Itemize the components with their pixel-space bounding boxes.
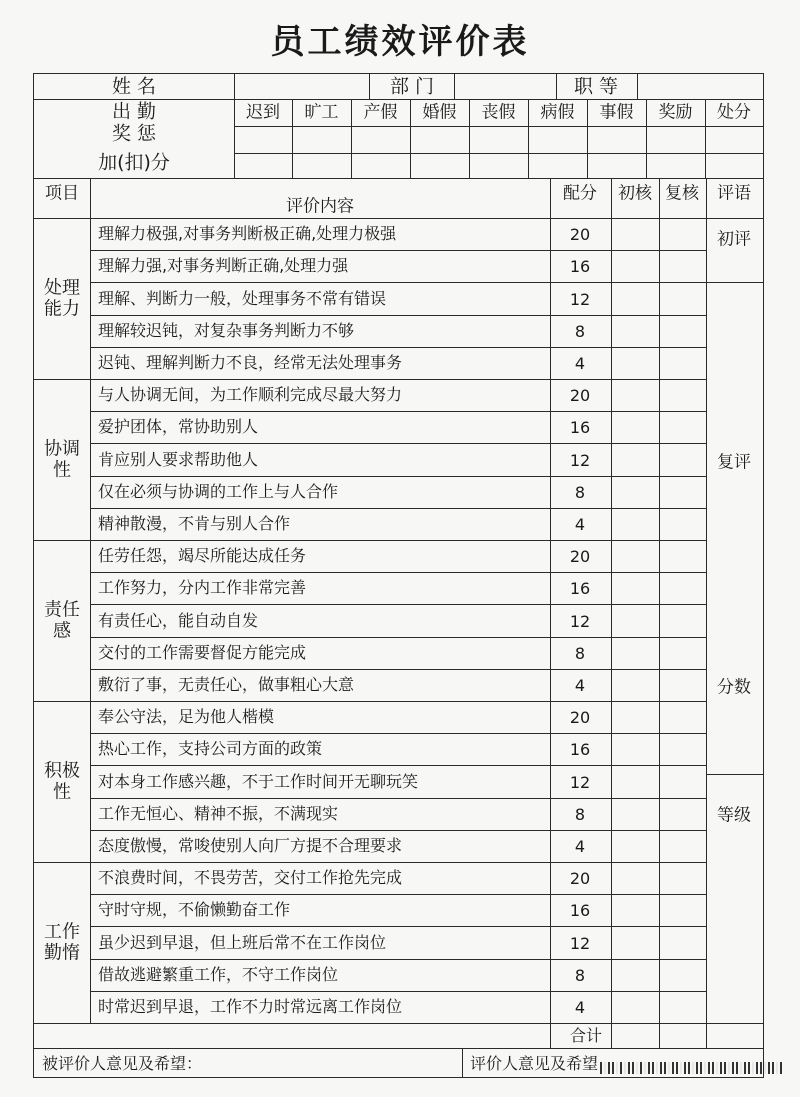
criteria-score: 8 bbox=[574, 804, 586, 824]
category-label: 协调 性 bbox=[44, 437, 80, 481]
category-label: 责任 感 bbox=[44, 598, 80, 642]
grid-line bbox=[706, 178, 707, 1048]
grid-line bbox=[34, 1048, 763, 1049]
criteria-score: 12 bbox=[569, 933, 591, 953]
grid-line bbox=[659, 178, 660, 1048]
category-label: 积极 性 bbox=[44, 759, 80, 803]
criteria-score: 4 bbox=[574, 675, 586, 695]
reward-penalty-label: 奖 惩 bbox=[111, 122, 157, 145]
criteria-score: 12 bbox=[569, 450, 591, 470]
comment-header: 评语 bbox=[717, 183, 751, 204]
grid-line bbox=[646, 99, 647, 178]
criteria-score: 8 bbox=[574, 965, 586, 985]
grid-line bbox=[90, 443, 706, 444]
grid-line bbox=[90, 991, 706, 992]
grid-line bbox=[90, 669, 706, 670]
criteria-text: 敷衍了事，无责任心，做事粗心大意 bbox=[98, 674, 355, 694]
grid-line bbox=[90, 604, 706, 605]
criteria-score: 16 bbox=[569, 418, 591, 438]
grid-line bbox=[34, 218, 763, 219]
score-label: 分数 bbox=[717, 677, 751, 698]
criteria-text: 迟钝、理解判断力不良，经常无法处理事务 bbox=[98, 352, 403, 372]
criteria-score: 4 bbox=[574, 836, 586, 856]
criteria-text: 奉公守法，足为他人楷模 bbox=[98, 707, 275, 727]
grid-line bbox=[90, 572, 706, 573]
criteria-score: 16 bbox=[569, 901, 591, 921]
criteria-text: 仅在必须与协调的工作上与人合作 bbox=[98, 481, 339, 501]
attendance-type-header: 产假 bbox=[363, 102, 398, 123]
content-header: 评价内容 bbox=[286, 196, 354, 217]
criteria-score: 20 bbox=[569, 547, 591, 567]
criteria-score: 8 bbox=[574, 482, 586, 502]
criteria-text: 态度傲慢，常唆使别人向厂方提不合理要求 bbox=[98, 835, 403, 855]
grid-line bbox=[234, 74, 235, 178]
grid-line bbox=[587, 99, 588, 178]
grid-line bbox=[34, 701, 706, 702]
grid-line bbox=[469, 99, 470, 178]
criteria-text: 借故逃避繁重工作，不守工作岗位 bbox=[98, 964, 339, 984]
grid-line bbox=[706, 282, 763, 283]
page-title: 员工绩效评价表 bbox=[270, 22, 530, 62]
evaluator-opinion-label: 评价人意见及希望 bbox=[470, 1054, 599, 1073]
watermark-bars bbox=[600, 1061, 782, 1075]
criteria-text: 工作努力，分内工作非常完善 bbox=[98, 578, 307, 598]
grid-line bbox=[34, 379, 706, 380]
grid-line bbox=[90, 250, 706, 251]
grid-line bbox=[90, 315, 706, 316]
grid-line bbox=[34, 540, 706, 541]
grid-line bbox=[706, 774, 763, 775]
grid-line bbox=[34, 1023, 706, 1024]
criteria-score: 16 bbox=[569, 257, 591, 277]
criteria-text: 热心工作，支持公司方面的政策 bbox=[98, 739, 323, 759]
grid-line bbox=[90, 476, 706, 477]
attendance-type-header: 婚假 bbox=[422, 102, 457, 123]
criteria-score: 20 bbox=[569, 708, 591, 728]
attendance-type-header: 事假 bbox=[599, 102, 634, 123]
criteria-text: 理解力极强,对事务判断极正确,处理力极强 bbox=[98, 224, 397, 244]
grid-line bbox=[90, 282, 706, 283]
grade-label: 等级 bbox=[717, 805, 751, 826]
criteria-text: 爱护团体，常协助别人 bbox=[98, 417, 259, 437]
attendance-label: 出 勤 bbox=[111, 100, 157, 123]
grid-line bbox=[637, 74, 638, 99]
attendance-type-header: 丧假 bbox=[481, 102, 516, 123]
criteria-text: 精神散漫，不肯与别人合作 bbox=[98, 513, 291, 533]
criteria-text: 理解较迟钝，对复杂事务判断力不够 bbox=[98, 320, 355, 340]
grid-line bbox=[611, 178, 612, 1048]
category-label: 处理 能力 bbox=[44, 276, 80, 320]
department-label: 部 门 bbox=[389, 75, 435, 98]
grid-line bbox=[234, 126, 763, 127]
grid-line bbox=[556, 74, 557, 99]
criteria-text: 理解、判断力一般，处理事务不常有错误 bbox=[98, 288, 387, 308]
criteria-score: 16 bbox=[569, 579, 591, 599]
grid-line bbox=[705, 99, 706, 178]
grid-line bbox=[34, 862, 706, 863]
criteria-score: 20 bbox=[569, 869, 591, 889]
attendance-type-header: 病假 bbox=[540, 102, 575, 123]
name-label: 姓 名 bbox=[111, 75, 157, 98]
grid-line bbox=[90, 894, 706, 895]
criteria-score: 4 bbox=[574, 353, 586, 373]
criteria-text: 时常迟到早退，工作不力时常远离工作岗位 bbox=[98, 996, 403, 1016]
score-header: 配分 bbox=[563, 183, 597, 204]
criteria-text: 与人协调无间，为工作顺利完成尽最大努力 bbox=[98, 385, 403, 405]
criteria-score: 8 bbox=[574, 643, 586, 663]
grid-line bbox=[90, 830, 706, 831]
grid-line bbox=[351, 99, 352, 178]
grid-line bbox=[90, 733, 706, 734]
grid-line bbox=[90, 765, 706, 766]
criteria-text: 肯应别人要求帮助他人 bbox=[98, 449, 259, 469]
grid-line bbox=[90, 959, 706, 960]
grid-line bbox=[90, 637, 706, 638]
grid-line bbox=[528, 99, 529, 178]
category-label: 工作 勤惰 bbox=[44, 920, 80, 964]
evaluation-form bbox=[33, 73, 764, 1078]
criteria-score: 4 bbox=[574, 514, 586, 534]
grid-line bbox=[462, 1048, 463, 1078]
grid-line bbox=[234, 153, 763, 154]
criteria-score: 4 bbox=[574, 997, 586, 1017]
criteria-score: 12 bbox=[569, 772, 591, 792]
first-review-header: 初核 bbox=[618, 183, 652, 204]
grid-line bbox=[369, 74, 370, 99]
criteria-text: 工作无恒心、精神不振，不满现实 bbox=[98, 803, 339, 823]
criteria-score: 12 bbox=[569, 289, 591, 309]
criteria-text: 虽少迟到早退，但上班后常不在工作岗位 bbox=[98, 932, 387, 952]
criteria-text: 理解力强,对事务判断正确,处理力强 bbox=[98, 256, 349, 276]
criteria-score: 8 bbox=[574, 321, 586, 341]
grid-line bbox=[410, 99, 411, 178]
criteria-score: 20 bbox=[569, 225, 591, 245]
grid-line bbox=[90, 411, 706, 412]
grid-line bbox=[454, 74, 455, 99]
grid-line bbox=[90, 347, 706, 348]
grid-line bbox=[90, 926, 706, 927]
criteria-text: 任劳任怨，竭尽所能达成任务 bbox=[98, 546, 307, 566]
grid-line bbox=[90, 508, 706, 509]
attendance-type-header: 处分 bbox=[717, 102, 751, 123]
second-evaluation-label: 复评 bbox=[717, 452, 751, 473]
criteria-score: 16 bbox=[569, 740, 591, 760]
grid-line bbox=[34, 178, 763, 179]
criteria-text: 交付的工作需要督促方能完成 bbox=[98, 642, 307, 662]
criteria-text: 对本身工作感兴趣，不于工作时间开无聊玩笑 bbox=[98, 771, 419, 791]
criteria-text: 不浪费时间，不畏劳苦，交付工作抢先完成 bbox=[98, 868, 403, 888]
grid-line bbox=[90, 798, 706, 799]
evaluatee-opinion-label: 被评价人意见及希望： bbox=[42, 1054, 203, 1073]
grid-line bbox=[90, 178, 91, 1023]
grid-line bbox=[292, 99, 293, 178]
criteria-text: 有责任心，能自动自发 bbox=[98, 610, 259, 630]
position-grade-label: 职 等 bbox=[573, 75, 619, 98]
criteria-text: 守时守规，不偷懒勤奋工作 bbox=[98, 900, 291, 920]
plus-minus-label: 加(扣)分 bbox=[98, 151, 170, 174]
attendance-type-header: 奖励 bbox=[658, 102, 693, 123]
criteria-score: 20 bbox=[569, 386, 591, 406]
attendance-type-header: 迟到 bbox=[246, 102, 280, 123]
attendance-type-header: 旷工 bbox=[304, 102, 339, 123]
criteria-score: 12 bbox=[569, 611, 591, 631]
total-label: 合计 bbox=[569, 1026, 603, 1045]
second-review-header: 复核 bbox=[665, 183, 699, 204]
first-evaluation-label: 初评 bbox=[717, 229, 751, 250]
grid-line bbox=[550, 178, 551, 1048]
item-header: 项目 bbox=[45, 183, 79, 204]
